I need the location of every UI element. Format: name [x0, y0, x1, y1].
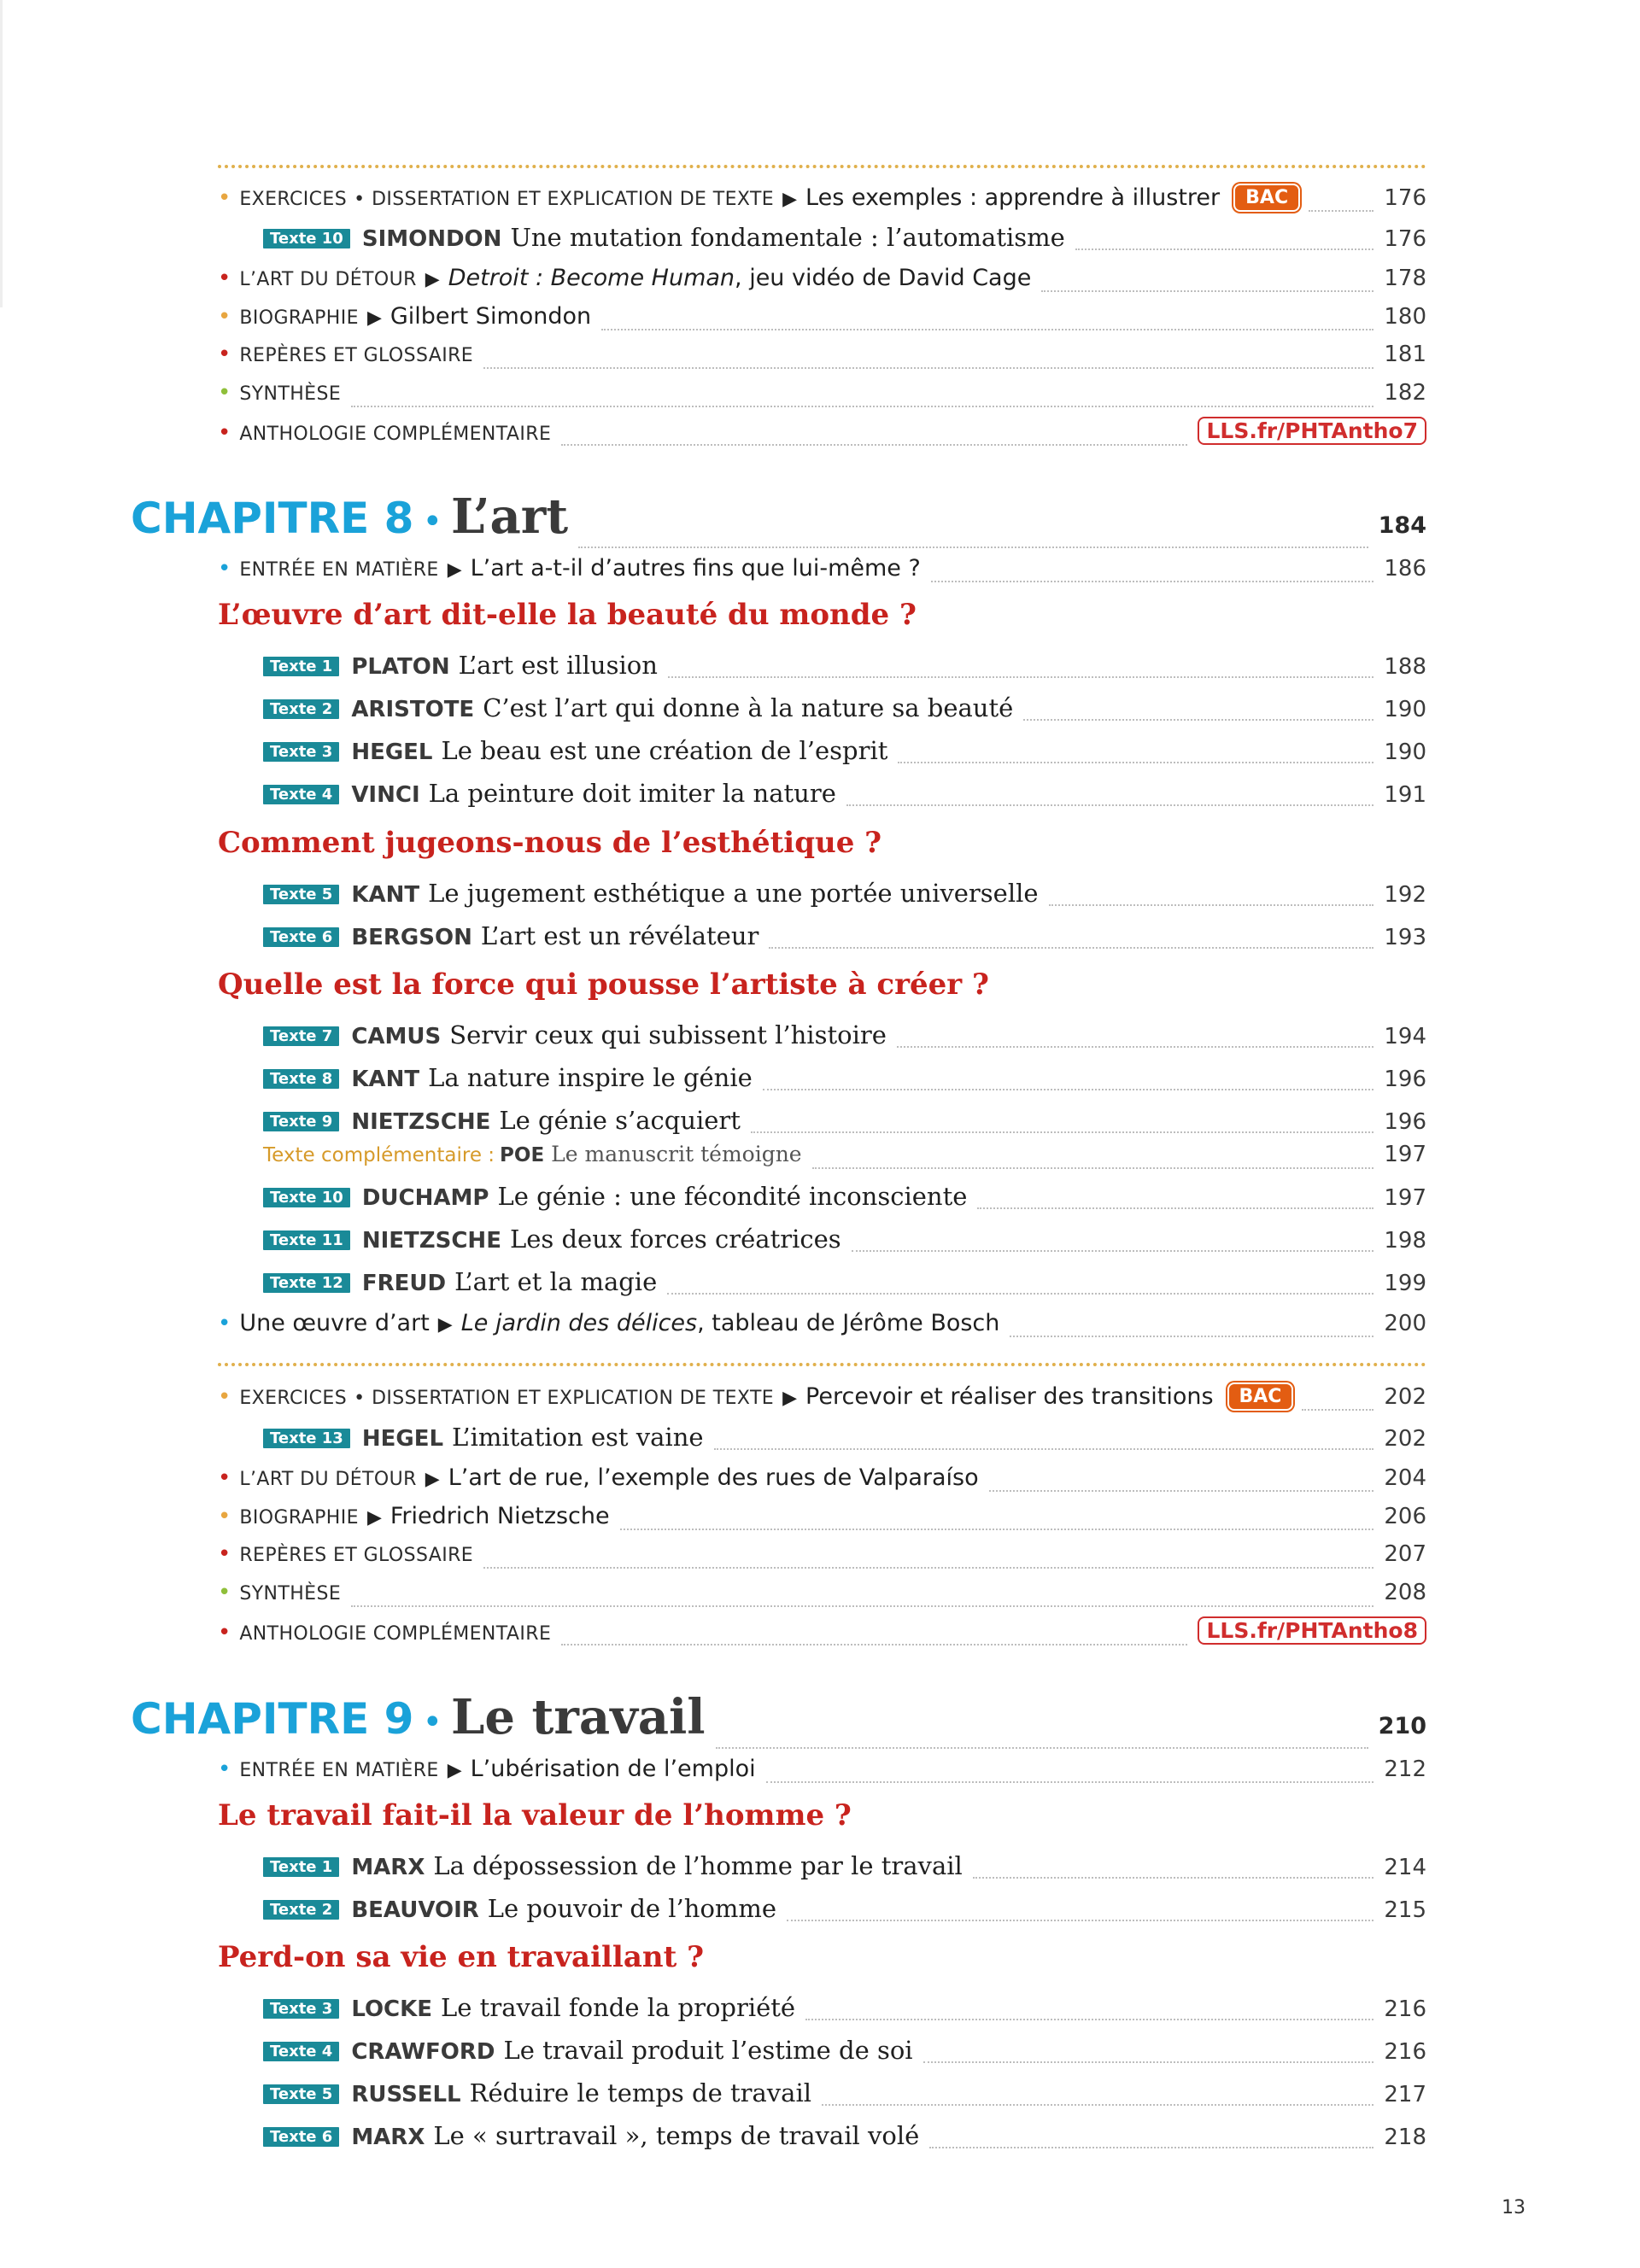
bullet-separator: •	[354, 1388, 366, 1409]
label-exercices: EXERCICES	[239, 189, 348, 210]
chapter-bullet: •	[422, 502, 443, 541]
texte-badge: Texte 10	[263, 229, 350, 248]
text-title: L’art est un révélateur	[480, 921, 759, 950]
label-dissertation: DISSERTATION ET EXPLICATION DE TEXTE	[372, 189, 775, 210]
texte-badge: Texte 5	[263, 2084, 339, 2104]
author: BEAUVOIR	[351, 1897, 479, 1923]
author: FREUD	[361, 1271, 447, 1296]
texte-badge: Texte 1	[263, 657, 339, 676]
author: CRAWFORD	[351, 2039, 495, 2065]
texte-badge: Texte 11	[263, 1230, 350, 1250]
label-entree: ENTRÉE EN MATIÈRE	[239, 559, 439, 581]
dot-leader	[716, 1747, 1368, 1749]
texte-badge: Texte 3	[263, 1999, 339, 2019]
toc-row-texte[interactable]	[263, 223, 1426, 257]
author: NIETZSCHE	[351, 1109, 491, 1135]
texte-badge: Texte 3	[263, 742, 339, 762]
texte-badge: Texte 2	[263, 1900, 339, 1920]
page-number: 176	[1384, 226, 1426, 252]
bullet-icon: •	[218, 1504, 231, 1529]
page-number: 184	[1378, 512, 1426, 539]
toc-row-texte[interactable]	[263, 1106, 1426, 1140]
dot-leader	[668, 676, 1374, 678]
chapter-number: CHAPITRE 9	[131, 1694, 414, 1744]
page-number: 176	[1384, 185, 1426, 211]
texte-badge: Texte 12	[263, 1273, 350, 1293]
play-arrow-icon: ▶	[437, 1314, 453, 1336]
dot-leader	[483, 367, 1374, 369]
dot-leader	[763, 1089, 1374, 1090]
label-reperes: REPÈRES ET GLOSSAIRE	[239, 1545, 474, 1566]
dot-leader	[601, 329, 1374, 330]
complementary-label: Texte complémentaire :	[263, 1144, 495, 1166]
entry-title: Les exemples : apprendre à illustrer	[805, 184, 1221, 211]
author: ARISTOTE	[351, 697, 475, 722]
author: POE	[500, 1144, 545, 1166]
bullet-icon: •	[218, 342, 231, 367]
text-title: Le génie s’acquiert	[499, 1106, 741, 1135]
page-number: 206	[1384, 1504, 1426, 1529]
bullet-icon: •	[218, 266, 231, 291]
texte-badge: Texte 10	[263, 1188, 350, 1207]
text-title: Le génie : une fécondité inconsciente	[497, 1182, 968, 1211]
page-number: 207	[1384, 1541, 1426, 1567]
page-number: 181	[1384, 342, 1426, 367]
label-synthese: SYNTHÈSE	[239, 383, 342, 405]
toc-row-texte[interactable]	[263, 1851, 1426, 1885]
page-number: 180	[1384, 304, 1426, 330]
dot-leader	[852, 1250, 1374, 1252]
bullet-icon: •	[218, 1311, 231, 1336]
toc-row-reperes[interactable]	[218, 342, 1426, 376]
entry-title: Friedrich Nietzsche	[390, 1503, 610, 1529]
toc-row-texte[interactable]	[263, 2036, 1426, 2070]
text-title: C’est l’art qui donne à la nature sa beauté	[483, 693, 1014, 722]
label-biographie: BIOGRAPHIE	[239, 1507, 359, 1529]
dot-leader	[846, 804, 1374, 806]
author: NIETZSCHE	[361, 1228, 501, 1254]
page-number: 178	[1384, 266, 1426, 291]
texte-badge: Texte 6	[263, 927, 339, 947]
page-number: 198	[1384, 1228, 1426, 1254]
toc-row-reperes[interactable]	[218, 1541, 1426, 1575]
dot-leader	[667, 1293, 1374, 1295]
page-number: 202	[1384, 1426, 1426, 1452]
dotted-separator	[218, 165, 1426, 168]
page-number: 212	[1384, 1757, 1426, 1782]
section-heading: Le travail fait-il la valeur de l’homme ?	[218, 1798, 852, 1833]
author: HEGEL	[361, 1426, 444, 1452]
entry-title: , jeu vidéo de David Cage	[735, 265, 1032, 291]
toc-row-entree[interactable]	[218, 1756, 1426, 1790]
label-detour: L’ART DU DÉTOUR	[239, 269, 417, 290]
folio-page-number: 13	[1502, 2197, 1526, 2218]
texte-badge: Texte 6	[263, 2127, 339, 2147]
entry-title: , tableau de Jérôme Bosch	[697, 1310, 1000, 1336]
dot-leader	[787, 1920, 1374, 1921]
dot-leader	[822, 2104, 1374, 2106]
author: CAMUS	[351, 1024, 442, 1049]
chapter-bullet: •	[422, 1703, 443, 1742]
dot-leader	[1302, 1409, 1374, 1411]
page-number: 208	[1384, 1580, 1426, 1605]
section-heading: Quelle est la force qui pousse l’artiste à créer ?	[218, 967, 989, 1002]
play-arrow-icon: ▶	[782, 1388, 798, 1409]
page-number: 210	[1378, 1713, 1426, 1739]
text-title: L’art et la magie	[454, 1267, 658, 1296]
toc-row-texte[interactable]	[263, 1063, 1426, 1097]
play-arrow-icon: ▶	[366, 307, 382, 329]
text-title: La nature inspire le génie	[428, 1063, 753, 1092]
author: KANT	[351, 1067, 420, 1092]
author: HEGEL	[351, 739, 433, 765]
bac-badge: BAC	[1229, 1384, 1292, 1409]
play-arrow-icon: ▶	[366, 1507, 382, 1529]
toc-row-exercices[interactable]	[218, 184, 1426, 219]
toc-row-texte[interactable]	[263, 651, 1426, 685]
entry-title-italic: Le jardin des délices	[460, 1310, 698, 1336]
toc-row-texte[interactable]	[263, 693, 1426, 728]
toc-row-texte[interactable]	[263, 1423, 1426, 1457]
play-arrow-icon: ▶	[782, 189, 798, 210]
dot-leader	[973, 1877, 1374, 1879]
toc-row-texte-complementaire[interactable]	[263, 1142, 1426, 1176]
texte-badge: Texte 13	[263, 1429, 350, 1448]
text-title: Le travail fonde la propriété	[441, 1993, 796, 2022]
dot-leader	[898, 762, 1374, 763]
page-number: 200	[1384, 1311, 1426, 1336]
toc-row-texte[interactable]	[263, 736, 1426, 770]
entry-title: L’art de rue, l’exemple des rues de Valparaíso	[448, 1464, 979, 1491]
texte-badge: Texte 5	[263, 885, 339, 904]
dot-leader	[1075, 248, 1374, 250]
toc-row-texte[interactable]	[263, 879, 1426, 913]
text-title: Le « surtravail », temps de travail volé	[433, 2121, 920, 2150]
author: RUSSELL	[351, 2082, 461, 2107]
text-title: La peinture doit imiter la nature	[428, 779, 836, 808]
toc-row-texte[interactable]	[263, 1993, 1426, 2027]
bullet-icon: •	[218, 1541, 231, 1567]
play-arrow-icon: ▶	[447, 559, 462, 581]
toc-row-texte[interactable]	[263, 779, 1426, 813]
author: MARX	[351, 1855, 425, 1880]
author: KANT	[351, 882, 420, 908]
page-number: 217	[1384, 2082, 1426, 2107]
text-title: L’art est illusion	[458, 651, 658, 680]
toc-row-entree[interactable]	[218, 555, 1426, 589]
label-anthologie: ANTHOLOGIE COMPLÉMENTAIRE	[239, 1623, 552, 1645]
section-heading: Comment jugeons-nous de l’esthétique ?	[218, 826, 882, 860]
anthologie-link[interactable]: LLS.fr/PHTAntho8	[1198, 1616, 1426, 1645]
toc-row-biographie[interactable]	[218, 303, 1426, 337]
label-synthese: SYNTHÈSE	[239, 1583, 342, 1605]
text-title: Réduire le temps de travail	[469, 2078, 811, 2107]
page-number: 194	[1384, 1024, 1426, 1049]
bullet-icon: •	[218, 556, 231, 582]
text-title: L’imitation est vaine	[452, 1423, 704, 1452]
bac-badge: BAC	[1235, 185, 1298, 210]
page-number: 190	[1384, 739, 1426, 765]
dot-leader	[751, 1131, 1374, 1133]
dot-leader	[1041, 290, 1374, 292]
anthologie-link[interactable]: LLS.fr/PHTAntho7	[1198, 417, 1426, 445]
texte-badge: Texte 8	[263, 1069, 339, 1089]
page-number: 216	[1384, 1996, 1426, 2022]
toc-row-anthologie[interactable]	[218, 1618, 1426, 1652]
dot-leader	[931, 581, 1374, 582]
page-number: 193	[1384, 925, 1426, 950]
dot-leader	[714, 1448, 1374, 1450]
label-detour: L’ART DU DÉTOUR	[239, 1469, 417, 1490]
dot-leader	[805, 2019, 1374, 2020]
author: VINCI	[351, 782, 420, 808]
label-anthologie: ANTHOLOGIE COMPLÉMENTAIRE	[239, 424, 552, 445]
bullet-icon: •	[218, 380, 231, 406]
dot-leader	[1010, 1336, 1374, 1337]
toc-row-anthologie[interactable]	[218, 418, 1426, 453]
toc-row-texte[interactable]	[263, 1894, 1426, 1928]
texte-badge: Texte 2	[263, 699, 339, 719]
dot-leader	[769, 947, 1374, 949]
page-number: 216	[1384, 2039, 1426, 2065]
text-title: Servir ceux qui subissent l’histoire	[449, 1020, 887, 1049]
page-number: 197	[1384, 1185, 1426, 1211]
dot-leader	[351, 406, 1374, 407]
dotted-separator	[218, 1363, 1426, 1366]
bullet-icon: •	[218, 1384, 231, 1410]
chapter-number: CHAPITRE 8	[131, 494, 414, 543]
dot-leader	[561, 1644, 1187, 1645]
page-number: 199	[1384, 1271, 1426, 1296]
bullet-icon: •	[218, 304, 231, 330]
author: SIMONDON	[361, 226, 502, 252]
bullet-separator: •	[354, 189, 366, 210]
label-exercices: EXERCICES	[239, 1388, 348, 1409]
label-dissertation: DISSERTATION ET EXPLICATION DE TEXTE	[372, 1388, 775, 1409]
text-title: Le beau est une création de l’esprit	[441, 736, 888, 765]
page-number: 215	[1384, 1897, 1426, 1923]
toc-row-texte[interactable]	[263, 1267, 1426, 1301]
toc-row-biographie[interactable]	[218, 1503, 1426, 1537]
page-number: 186	[1384, 556, 1426, 582]
author: BERGSON	[351, 925, 472, 950]
text-title: La dépossession de l’homme par le travail	[433, 1851, 963, 1880]
section-heading: Perd-on sa vie en travaillant ?	[218, 1940, 705, 1974]
page-number: 188	[1384, 654, 1426, 680]
dot-leader	[929, 2147, 1374, 2148]
page-number: 196	[1384, 1109, 1426, 1135]
label-reperes: REPÈRES ET GLOSSAIRE	[239, 345, 474, 366]
dot-leader	[977, 1207, 1374, 1209]
chapter-9-heading[interactable]	[131, 1689, 1426, 1757]
dot-leader	[989, 1490, 1374, 1492]
texte-badge: Texte 1	[263, 1857, 339, 1877]
texte-badge: Texte 9	[263, 1112, 339, 1131]
toc-row-texte[interactable]	[263, 921, 1426, 956]
bullet-icon: •	[218, 1757, 231, 1782]
toc-row-texte[interactable]	[263, 2121, 1426, 2155]
dot-leader	[1309, 210, 1374, 212]
section-heading: L’œuvre d’art dit-elle la beauté du monde ?	[218, 598, 917, 632]
toc-row-texte[interactable]	[263, 1020, 1426, 1055]
entry-title: L’art a-t-il d’autres fins que lui-même ?	[470, 555, 921, 582]
entry-title: Percevoir et réaliser des transitions	[805, 1383, 1214, 1410]
text-title: Une mutation fondamentale : l’automatisme	[510, 223, 1065, 252]
bullet-icon: •	[218, 1620, 231, 1645]
bullet-icon: •	[218, 420, 231, 446]
text-title: Le travail produit l’estime de soi	[503, 2036, 913, 2065]
author: PLATON	[351, 654, 450, 680]
author: DUCHAMP	[361, 1185, 489, 1211]
page-number: 192	[1384, 882, 1426, 908]
dot-leader	[483, 1567, 1374, 1569]
dot-leader	[351, 1605, 1374, 1607]
chapter-title: L’art	[451, 488, 569, 545]
texte-badge: Texte 7	[263, 1026, 339, 1046]
dot-leader	[812, 1167, 1374, 1169]
toc-row-detour[interactable]	[218, 265, 1426, 299]
play-arrow-icon: ▶	[447, 1760, 462, 1781]
dot-leader	[620, 1529, 1374, 1530]
dot-leader	[897, 1046, 1374, 1048]
texte-badge: Texte 4	[263, 2042, 339, 2061]
toc-row-detour[interactable]	[218, 1464, 1426, 1499]
toc-row-synthese[interactable]	[218, 380, 1426, 414]
entry-title: Gilbert Simondon	[390, 303, 592, 330]
toc-row-texte[interactable]	[263, 2078, 1426, 2113]
chapter-8-heading[interactable]	[131, 488, 1426, 557]
play-arrow-icon: ▶	[425, 1469, 440, 1490]
label-entree: ENTRÉE EN MATIÈRE	[239, 1760, 439, 1781]
texte-badge: Texte 4	[263, 785, 339, 804]
text-title: Le pouvoir de l’homme	[487, 1894, 777, 1923]
dot-leader	[923, 2061, 1374, 2063]
entry-title-italic: Detroit : Become Human	[448, 265, 735, 291]
toc-row-exercices[interactable]	[218, 1383, 1426, 1418]
bullet-icon: •	[218, 1465, 231, 1491]
dot-leader	[1049, 904, 1374, 906]
dot-leader	[578, 547, 1368, 548]
play-arrow-icon: ▶	[425, 269, 440, 290]
bullet-icon: •	[218, 185, 231, 211]
page-number: 218	[1384, 2125, 1426, 2150]
author: MARX	[351, 2125, 425, 2150]
dot-leader	[766, 1781, 1374, 1783]
page-number: 202	[1384, 1384, 1426, 1410]
page-number: 182	[1384, 380, 1426, 406]
dot-leader	[1023, 719, 1374, 721]
label-biographie: BIOGRAPHIE	[239, 307, 359, 329]
author: LOCKE	[351, 1996, 433, 2022]
toc-row-synthese[interactable]	[218, 1580, 1426, 1614]
bullet-icon: •	[218, 1580, 231, 1605]
dot-leader	[561, 444, 1187, 446]
page-number: 196	[1384, 1067, 1426, 1092]
entry-title: L’ubérisation de l’emploi	[470, 1756, 756, 1782]
page-number: 197	[1384, 1142, 1426, 1167]
page-number: 204	[1384, 1465, 1426, 1491]
page-number: 191	[1384, 782, 1426, 808]
page-number: 190	[1384, 697, 1426, 722]
chapter-title: Le travail	[451, 1689, 706, 1745]
text-title: Les deux forces créatrices	[509, 1225, 841, 1254]
toc-row-texte[interactable]	[263, 1225, 1426, 1259]
toc-row-oeuvre[interactable]	[218, 1310, 1426, 1344]
page-edge	[0, 0, 3, 307]
label-oeuvre: Une œuvre d’art	[239, 1310, 430, 1336]
toc-row-texte[interactable]	[263, 1182, 1426, 1216]
text-title: Le jugement esthétique a une portée universelle	[428, 879, 1039, 908]
page-number: 214	[1384, 1855, 1426, 1880]
text-title: Le manuscrit témoigne	[551, 1142, 802, 1166]
